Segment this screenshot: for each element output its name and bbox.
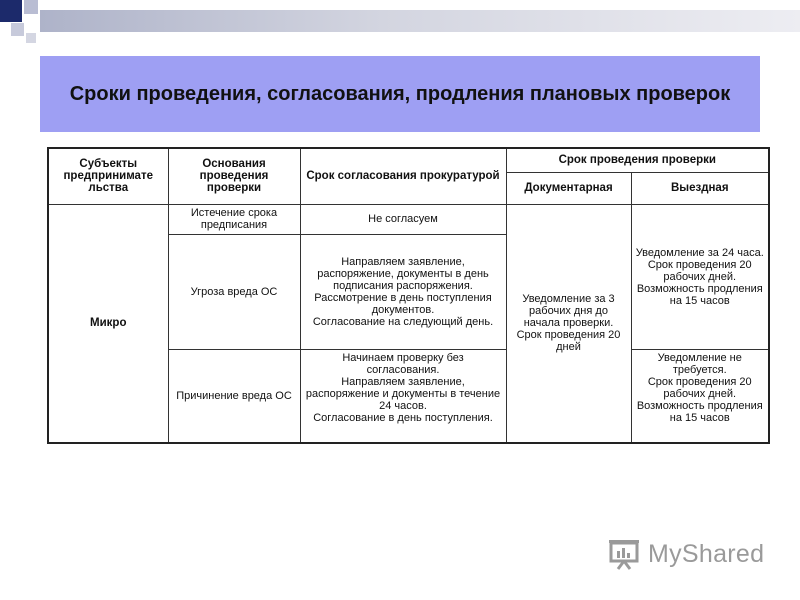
approval-cell — [300, 235, 506, 350]
subject-cell: Микро — [48, 204, 168, 443]
header-onsite: Выездная — [631, 172, 769, 204]
header-grounds: Основания проведения проверки — [168, 148, 300, 204]
onsite-text: Уведомление за 24 часа. — [635, 246, 764, 259]
ground-cell: Причинение вреда ОС — [168, 349, 300, 443]
documentary-text: Срок проведения 20 дней — [516, 329, 621, 354]
approval-text: Не согласуем — [368, 213, 438, 226]
header-documentary: Документарная — [506, 172, 631, 204]
header-row — [48, 148, 769, 172]
approval-cell — [300, 349, 506, 443]
approval-text: Направляем заявление, распоряжение, документы в день подписания распоряжения. — [317, 255, 489, 292]
onsite-text: Срок проведения 20 рабочих дней. — [647, 375, 752, 400]
slide-title: Сроки проведения, согласования, продления плановых проверок — [69, 83, 731, 105]
decor-square — [26, 33, 36, 43]
watermark-text: MyShared — [648, 539, 765, 568]
approval-cell — [300, 204, 506, 234]
myshared-logo — [608, 536, 764, 572]
approval-text: Направляем заявление, распоряжение и документы в течение 24 часов. — [305, 375, 501, 412]
ground-cell: Угроза вреда ОС — [168, 235, 300, 350]
table-row — [48, 204, 769, 234]
approval-text: Согласование на следующий день. — [312, 315, 494, 328]
header-subjects: Субъекты предпринимате льства — [48, 148, 168, 204]
onsite-text: Срок проведения 20 рабочих дней. — [647, 258, 752, 283]
decor-square — [11, 23, 24, 36]
onsite-text: Уведомление не требуется. — [657, 351, 742, 376]
onsite-cell — [631, 349, 769, 443]
inspection-terms-table — [47, 147, 770, 444]
title-box — [40, 56, 760, 132]
decor-square — [24, 0, 38, 14]
top-gradient-bar — [40, 10, 800, 32]
documentary-cell — [506, 204, 631, 443]
presentation-board-icon — [608, 537, 642, 571]
header-approval: Срок согласования прокуратурой — [300, 148, 506, 204]
onsite-cell — [631, 204, 769, 349]
documentary-text: Уведомление за 3 рабочих дня до начала проверки. — [522, 293, 615, 330]
approval-text: Согласование в день поступления. — [313, 411, 493, 424]
approval-text: Рассмотрение в день поступления документов. — [314, 291, 492, 316]
ground-cell: Истечение срока предписания — [168, 204, 300, 234]
decor-square — [0, 0, 22, 22]
onsite-text: Возможность продления на 15 часов — [636, 399, 763, 424]
header-duration: Срок проведения проверки — [506, 148, 769, 172]
approval-text: Начинаем проверку без согласования. — [342, 351, 464, 376]
onsite-text: Возможность продления на 15 часов — [636, 282, 763, 307]
